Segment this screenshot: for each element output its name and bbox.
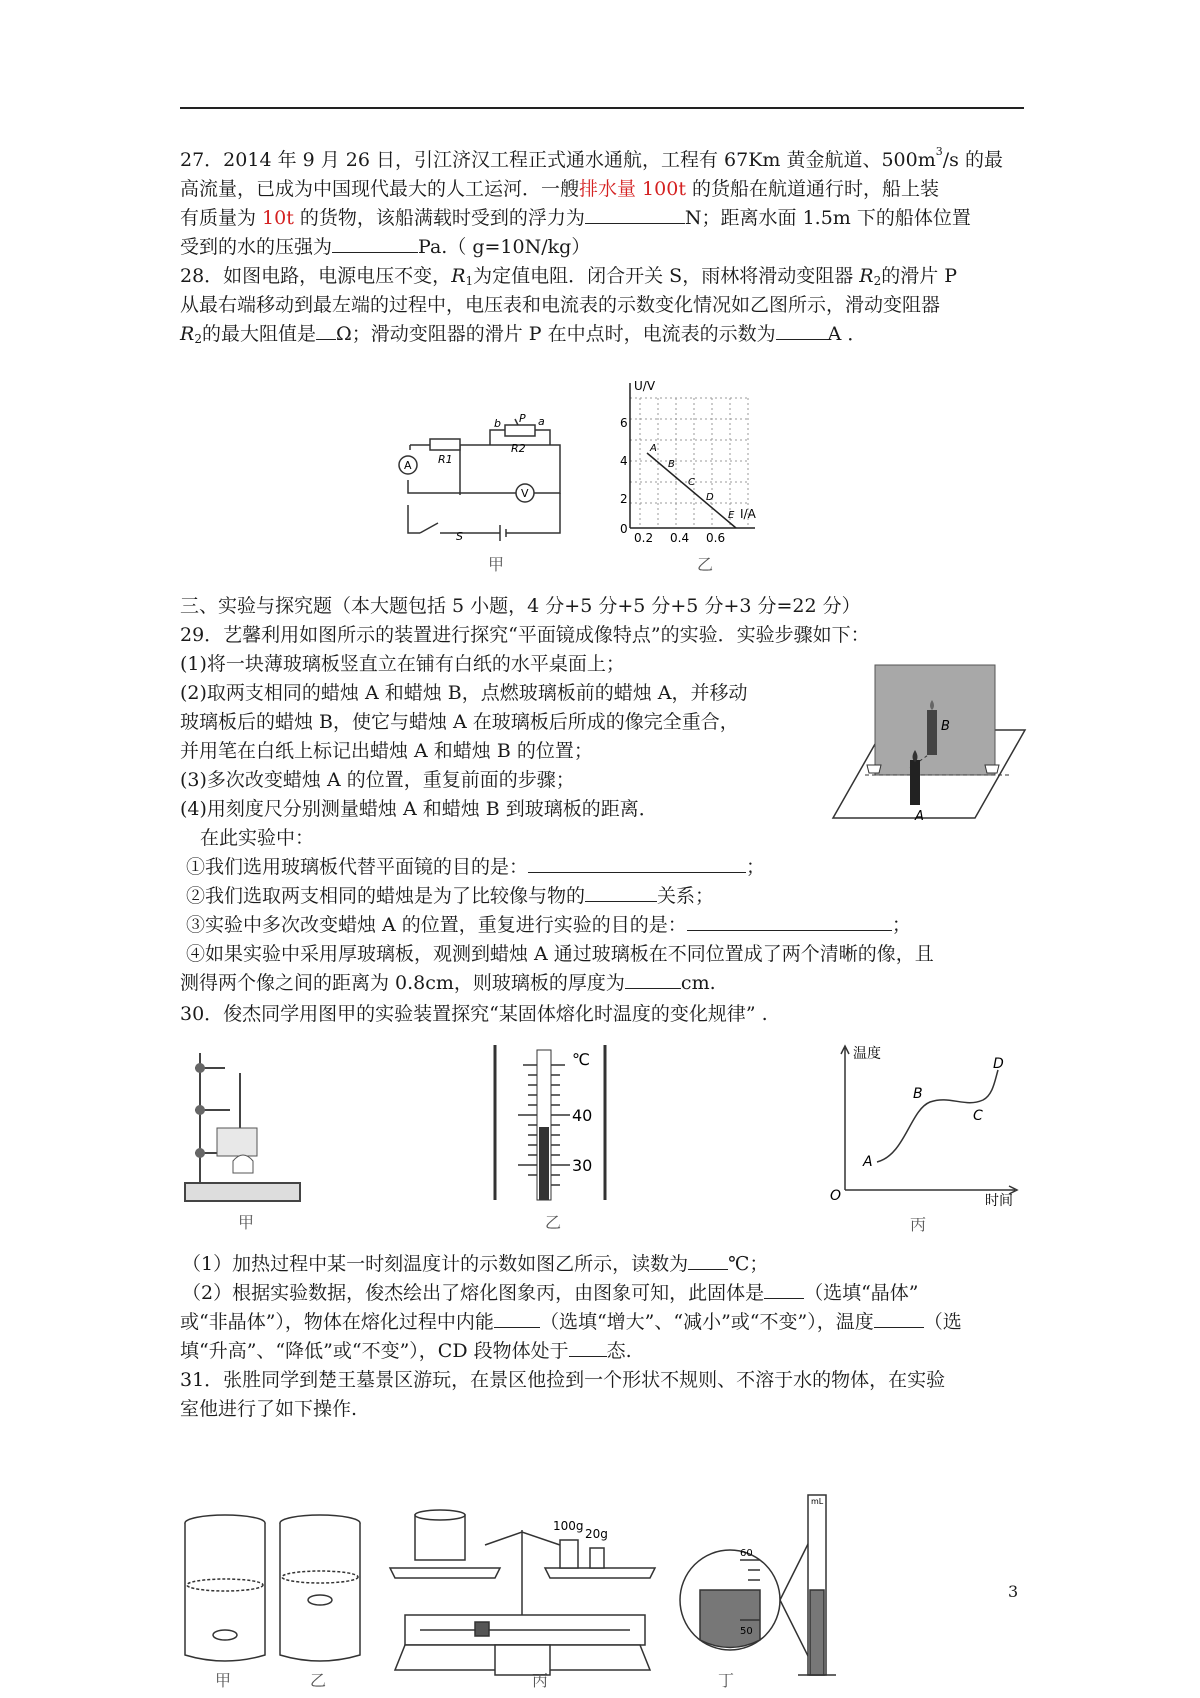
circuit-caption: 甲 bbox=[488, 555, 505, 574]
answer-blank[interactable] bbox=[764, 1280, 804, 1299]
a-label: a bbox=[538, 415, 545, 428]
candle-b-label: B bbox=[941, 719, 950, 734]
beakers-figure bbox=[180, 1505, 380, 1685]
melting-caption: 丙 bbox=[910, 1215, 927, 1234]
thermo-unit: ℃ bbox=[572, 1050, 590, 1069]
xtick: 0.6 bbox=[706, 531, 726, 545]
point-a: A bbox=[863, 1154, 873, 1170]
b-label: b bbox=[494, 417, 501, 430]
weight-100g: 100g bbox=[553, 1519, 584, 1533]
point-b: B bbox=[913, 1086, 923, 1102]
beaker-caption-1: 甲 bbox=[215, 1671, 232, 1690]
weight-20g: 20g bbox=[585, 1527, 608, 1541]
section-heading: 三、实验与探究题（本大题包括 5 小题，4 分+5 分+5 分+5 分+3 分=22 分） bbox=[180, 595, 861, 617]
answer-blank[interactable] bbox=[585, 205, 685, 224]
header-rule bbox=[180, 107, 1024, 109]
q27-line1: 27．2014 年 9 月 26 日，引江济汉工程正式通水通航，工程有 67Km 黄金航道、$500m^3/s$ 的最 bbox=[180, 145, 1003, 171]
q29-ans4b: 测得两个像之间的距离为 0.8cm，则玻璃板的厚度为 cm. bbox=[180, 972, 716, 994]
melting-ylabel: 温度 bbox=[853, 1046, 881, 1062]
answer-blank[interactable] bbox=[332, 234, 418, 253]
mirror-experiment-figure bbox=[825, 660, 1030, 825]
q29-line1: 29．艺馨利用如图所示的装置进行探究“平面镜成像特点”的实验．实验步骤如下： bbox=[180, 624, 870, 646]
cylinder-unit: mL bbox=[811, 1497, 824, 1506]
ammeter-icon: A bbox=[404, 459, 412, 472]
graph-caption: 乙 bbox=[697, 555, 714, 574]
point-d: D bbox=[993, 1056, 1004, 1072]
answer-blank[interactable] bbox=[585, 883, 657, 902]
answer-blank[interactable] bbox=[688, 1251, 728, 1270]
answer-blank[interactable] bbox=[874, 1309, 924, 1328]
p-label: P bbox=[519, 412, 526, 425]
q29-step2a: (2)取两支相同的蜡烛 A 和蜡烛 B，点燃玻璃板前的蜡烛 A，并移动 bbox=[180, 682, 748, 704]
thermometer-caption: 乙 bbox=[545, 1213, 562, 1232]
thermometer-figure bbox=[490, 1045, 620, 1205]
apparatus-caption: 甲 bbox=[238, 1213, 255, 1232]
graph-xlabel: I/A bbox=[740, 507, 756, 521]
point-label: E bbox=[728, 510, 735, 521]
q29-intro: 在此实验中： bbox=[200, 827, 315, 849]
ytick: 4 bbox=[620, 454, 628, 468]
q29-step1: (1)将一块薄玻璃板竖直立在铺有白纸的水平桌面上； bbox=[180, 653, 625, 675]
q29-ans4a: ④如果实验中采用厚玻璃板，观测到蜡烛 A 通过玻璃板在不同位置成了两个清晰的像，且 bbox=[186, 943, 934, 965]
q28-line1: 28．如图电路，电源电压不变，$R_1$为定值电阻．闭合开关 S，雨林将滑动变阻器 $R_2$的滑片 P bbox=[180, 265, 958, 288]
melting-graph bbox=[825, 1040, 1025, 1209]
q29-ans3: ③实验中多次改变蜡烛 A 的位置，重复进行实验的目的是： ； bbox=[186, 914, 911, 936]
melting-origin: O bbox=[830, 1188, 842, 1204]
xtick: 0.4 bbox=[670, 531, 690, 545]
answer-blank[interactable] bbox=[569, 1338, 607, 1357]
q29-step3: (3)多次改变蜡烛 A 的位置，重复前面的步骤； bbox=[180, 769, 575, 791]
q27-line2: 高流量，已成为中国现代最大的人工运河．一艘排水量 100t 的货船在航道通行时，船上装 bbox=[180, 178, 940, 200]
cylinder-figure bbox=[680, 1490, 850, 1690]
ytick: 6 bbox=[620, 416, 628, 430]
cylinder-caption: 丁 bbox=[718, 1671, 735, 1690]
point-label: A bbox=[650, 443, 657, 454]
point-c: C bbox=[973, 1108, 983, 1124]
graph-ylabel: U/V bbox=[634, 379, 656, 393]
q29-step4: (4)用刻度尺分别测量蜡烛 A 和蜡烛 B 到玻璃板的距离． bbox=[180, 798, 658, 820]
page-number: 3 bbox=[1008, 1582, 1019, 1601]
answer-blank[interactable] bbox=[625, 970, 681, 989]
heating-apparatus-figure bbox=[185, 1043, 305, 1208]
thermo-40: 40 bbox=[572, 1106, 593, 1125]
point-label: B bbox=[668, 459, 675, 470]
q30-b1: （1）加热过程中某一时刻温度计的示数如图乙所示，读数为 ℃； bbox=[182, 1253, 769, 1275]
q28-line3: $R_2$的最大阻值是 Ω；滑动变阻器的滑片 P 在中点时，电流表的示数为 A ． bbox=[180, 323, 867, 346]
q27-line4: 受到的水的压强为 Pa.（ g=10N/kg） bbox=[180, 236, 591, 258]
answer-blank[interactable] bbox=[494, 1309, 540, 1328]
q30-b4: 填“升高”、“降低”或“不变”），CD 段物体处于 态. bbox=[180, 1340, 632, 1362]
q30-b2: （2）根据实验数据，俊杰绘出了熔化图象丙，由图象可知，此固体是 （选填“晶体” bbox=[182, 1282, 919, 1304]
graph-origin: 0 bbox=[620, 522, 628, 536]
q29-ans1: ①我们选用玻璃板代替平面镜的目的是： ； bbox=[186, 856, 766, 878]
q31-line1: 31．张胜同学到楚王墓景区游玩，在景区他捡到一个形状不规则、不溶于水的物体，在实验 bbox=[180, 1369, 946, 1391]
answer-blank[interactable] bbox=[316, 321, 336, 340]
voltmeter-icon: V bbox=[521, 487, 529, 500]
balance-caption: 丙 bbox=[532, 1671, 549, 1690]
answer-blank[interactable] bbox=[528, 854, 746, 873]
beaker-caption-2: 乙 bbox=[310, 1671, 327, 1690]
q30-b3: 或“非晶体”），物体在熔化过程中内能 （选填“增大”、“减小”或“不变”），温度 （选 bbox=[180, 1311, 962, 1333]
r1-label: R1 bbox=[438, 453, 453, 466]
ui-graph bbox=[620, 378, 770, 543]
q29-step2c: 并用笔在白纸上标记出蜡烛 A 和蜡烛 B 的位置； bbox=[180, 740, 593, 762]
answer-blank[interactable] bbox=[776, 321, 828, 340]
q27-line3: 有质量为 10t 的货物，该船满载时受到的浮力为 N；距离水面 1.5m 下的船体位置 bbox=[180, 207, 971, 229]
candle-a-label: A bbox=[915, 809, 924, 824]
melting-xlabel: 时间 bbox=[985, 1193, 1013, 1209]
r2-label: R2 bbox=[511, 442, 526, 455]
switch-label: S bbox=[456, 530, 463, 543]
ytick: 2 bbox=[620, 492, 628, 506]
circuit-diagram bbox=[390, 412, 570, 543]
q29-ans2: ②我们选取两支相同的蜡烛是为了比较像与物的 关系； bbox=[186, 885, 715, 907]
mag-50: 50 bbox=[740, 1626, 753, 1637]
thermo-30: 30 bbox=[572, 1156, 593, 1175]
q28-line2: 从最右端移动到最左端的过程中，电压表和电流表的示数变化情况如乙图所示，滑动变阻器 bbox=[180, 294, 941, 316]
q29-step2b: 玻璃板后的蜡烛 B，使它与蜡烛 A 在玻璃板后所成的像完全重合， bbox=[180, 711, 739, 733]
mag-60: 60 bbox=[740, 1548, 753, 1559]
xtick: 0.2 bbox=[634, 531, 654, 545]
point-label: C bbox=[688, 477, 695, 488]
q30-line1: 30．俊杰同学用图甲的实验装置探究“某固体熔化时温度的变化规律” . bbox=[180, 1003, 768, 1025]
point-label: D bbox=[706, 492, 714, 503]
answer-blank[interactable] bbox=[687, 912, 892, 931]
q31-line2: 室他进行了如下操作. bbox=[180, 1398, 358, 1420]
balance-figure bbox=[385, 1510, 660, 1690]
